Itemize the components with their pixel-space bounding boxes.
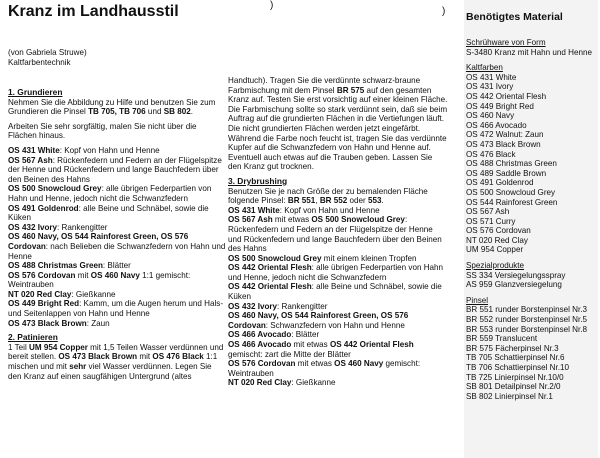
color-instruction: OS 500 Snowcloud Grey: alle übrigen Federpartien von Hahn und Henne, jedoch nicht die Schwanzfedern	[8, 184, 212, 203]
list-item: NT 020 Red Clay	[466, 235, 528, 245]
list-item: SS 334 Versiegelungsspray	[466, 270, 566, 280]
list-item: UM 954 Copper	[466, 245, 524, 255]
color-instruction: OS 442 Oriental Flesh: alle übrigen Federpartien von Hahn und Henne, jedoch nicht die Schwanzfedern	[228, 263, 444, 282]
color-instruction: OS 460 Navy, OS 544 Rainforest Green, OS 576 Cordovan: Schwanzfedern von Hahn und Henne	[228, 311, 409, 330]
color-instruction: OS 576 Cordovan mit etwas OS 460 Navy gemischt: Weintrauben	[228, 359, 421, 378]
color-instruction: OS 442 Oriental Flesh: alle Beine und Schnäbel, sowie die Küken	[228, 282, 442, 302]
author-line: (von Gabriela Struwe)	[8, 48, 87, 57]
color-instruction: OS 488 Christmas Green: Blätter	[8, 261, 131, 271]
page-title: Kranz im Landhausstil	[8, 3, 179, 20]
list-item: TB 725 Linierpinsel Nr.10/0	[466, 372, 564, 382]
list-item: OS 460 Navy	[466, 111, 515, 121]
materials-group-heading: Spezialprodukte	[466, 261, 525, 271]
materials-group-heading: Kaltfarben	[466, 63, 503, 73]
color-instruction: NT 020 Red Clay: Gießkanne	[8, 289, 116, 299]
color-instruction: OS 576 Cordovan mit OS 460 Navy 1:1 gemischt: Weintrauben	[8, 270, 191, 290]
materials-title: Benötigtes Material	[466, 11, 563, 23]
materials-group-heading: Pinsel	[466, 295, 489, 305]
list-item: OS 476 Black	[466, 149, 516, 159]
scan-mark: )	[442, 6, 446, 17]
list-item: OS 442 Oriental Flesh	[466, 91, 547, 101]
paragraph: Benutzen Sie je nach Größe der zu bemalenden Fläche folgende Pinsel: BR 551, BR 552 oder 553.	[228, 186, 428, 206]
technique-line: Kaltfarbentechnik	[8, 57, 71, 67]
list-item: SB 802 Linierpinsel Nr.1	[466, 391, 553, 401]
paragraph: Arbeiten Sie sehr sorgfältig, malen Sie nicht über die Flächen hinaus.	[8, 121, 197, 141]
color-instruction: OS 473 Black Brown: Zaun	[8, 318, 110, 328]
color-instruction: OS 432 Ivory: Rankengitter	[8, 222, 108, 232]
materials-list	[466, 48, 596, 58]
list-item: OS 473 Black Brown	[466, 139, 541, 149]
color-instruction: OS 460 Navy, OS 544 Rainforest Green, OS 576 Cordovan: nach Belieben die Schwanzfedern von Hahn und Henne	[8, 232, 226, 261]
list-item: OS 576 Cordovan	[466, 226, 531, 236]
color-instruction: OS 432 Ivory: Rankengitter	[228, 301, 328, 311]
color-instruction: OS 449 Bright Red: Kamm, um die Augen herum und Hals- und Seitenlappen von Hahn und Henne	[8, 299, 224, 319]
list-item: AS 959 Glanzversiegelung	[466, 280, 562, 290]
color-instruction: OS 500 Snowcloud Grey mit einem kleinen Tropfen	[228, 253, 417, 263]
paragraph: 1 Teil UM 954 Copper mit 1,5 Teilen Wasser verdünnen und bereit stellen. OS 473 Black Brown mit OS 476 Black 1:1 mischen und mit sehr viel Wasser verdünnen. Legen Sie den Kranz auf einen saugfähigen Untergrund (altes	[8, 342, 224, 381]
materials-lists	[466, 38, 596, 401]
materials-sidebar	[464, 0, 598, 458]
color-instruction: OS 466 Avocado: Blätter	[228, 330, 320, 340]
color-instruction: NT 020 Red Clay: Gießkanne	[228, 378, 336, 388]
list-item: OS 489 Saddle Brown	[466, 168, 547, 178]
color-instruction: OS 431 White: Kopf von Hahn und Henne	[228, 205, 380, 215]
list-item: OS 488 Christmas Green	[466, 159, 557, 169]
list-item: OS 567 Ash	[466, 207, 510, 217]
section-heading: 3. Drybrushing	[228, 175, 288, 186]
list-item: OS 431 White	[466, 72, 517, 82]
materials-list	[466, 73, 596, 255]
author-block	[8, 48, 226, 67]
list-item: BR 552 runder Borstenpinsel Nr.5	[466, 315, 588, 325]
section-patinieren-cont	[228, 76, 448, 388]
list-item: OS 544 Rainforest Green	[466, 197, 558, 207]
section-grundieren	[8, 88, 226, 386]
list-item: OS 472 Walnut: Zaun	[466, 130, 544, 140]
list-item: TB 705 Schattierpinsel Nr.6	[466, 353, 565, 363]
list-item: OS 571 Curry	[466, 216, 516, 226]
scan-mark: )	[270, 0, 274, 11]
color-instruction: OS 431 White: Kopf von Hahn und Henne	[8, 145, 160, 155]
list-item: S-3480 Kranz mit Hahn und Henne	[466, 47, 592, 57]
list-item: BR 575 Fächerpinsel Nr.3	[466, 343, 559, 353]
list-item: OS 491 Goldenrod	[466, 178, 534, 188]
color-instruction: OS 466 Avocado mit etwas OS 442 Oriental Flesh gemischt: zart die Mitte der Blätter	[228, 340, 414, 359]
list-item: SB 801 Detailpinsel Nr.2/0	[466, 382, 561, 392]
paragraph: Nehmen Sie die Abbildung zu Hilfe und benutzen Sie zum Grundieren die Pinsel TB 705, TB 706 und SB 802.	[8, 97, 216, 117]
list-item: BR 559 Translucent	[466, 334, 538, 344]
color-instruction: OS 567 Ash: Rückenfedern und Federn an der Flügelspitze der Henne und Rückenfedern und lange Bauchfedern über den Beinen des Hahns	[8, 155, 222, 184]
list-item: TB 706 Schattierpinsel Nr.10	[466, 363, 570, 372]
section-heading: 2. Patinieren	[8, 332, 58, 343]
list-item: OS 500 Snowcloud Grey	[466, 187, 556, 197]
color-instruction: OS 491 Goldenrod: alle Beine und Schnäbel, sowie die Küken	[8, 203, 209, 223]
list-item: OS 431 Ivory	[466, 82, 514, 92]
color-instruction: OS 567 Ash mit etwas OS 500 Snowcloud Grey: Rückenfedern und Federn an der Flügelspitze der Henne und Rückenfedern und lange Bauchfedern über den Beinen des Hahns	[228, 215, 442, 254]
list-item: OS 466 Avocado	[466, 120, 527, 130]
section-heading: 1. Grundieren	[8, 87, 63, 97]
paragraph: Handtuch). Tragen Sie die verdünnte schwarz-braune Farbmischung mit dem Pinsel BR 575 auf den gesamten Kranz auf. Testen Sie erst vorsichtig auf einer kleinen Fläche. Die Farbmischung sollte so stark verdünnt sein, daß sie beim Auftrag auf die grundierten Flächen in die Vertiefungen läuft. Die nicht grundierten Flächen werden jetzt eingefärbt. Während die Farbe noch feucht ist, tragen Sie das verdünnte Kupfer auf die Schwanzfedern von Hahn und Henne auf. Eventuell auch etwas auf die Trauben geben. Lassen Sie den Kranz gut trocknen.	[228, 76, 448, 172]
list-item: BR 551 runder Borstenpinsel Nr.3	[466, 305, 588, 315]
materials-list	[466, 271, 596, 290]
list-item: OS 449 Bright Red	[466, 101, 534, 111]
materials-group-heading: Schrühware von Form	[466, 38, 546, 47]
materials-list	[466, 305, 596, 401]
list-item: BR 553 runder Borstenpinsel Nr.8	[466, 324, 588, 334]
